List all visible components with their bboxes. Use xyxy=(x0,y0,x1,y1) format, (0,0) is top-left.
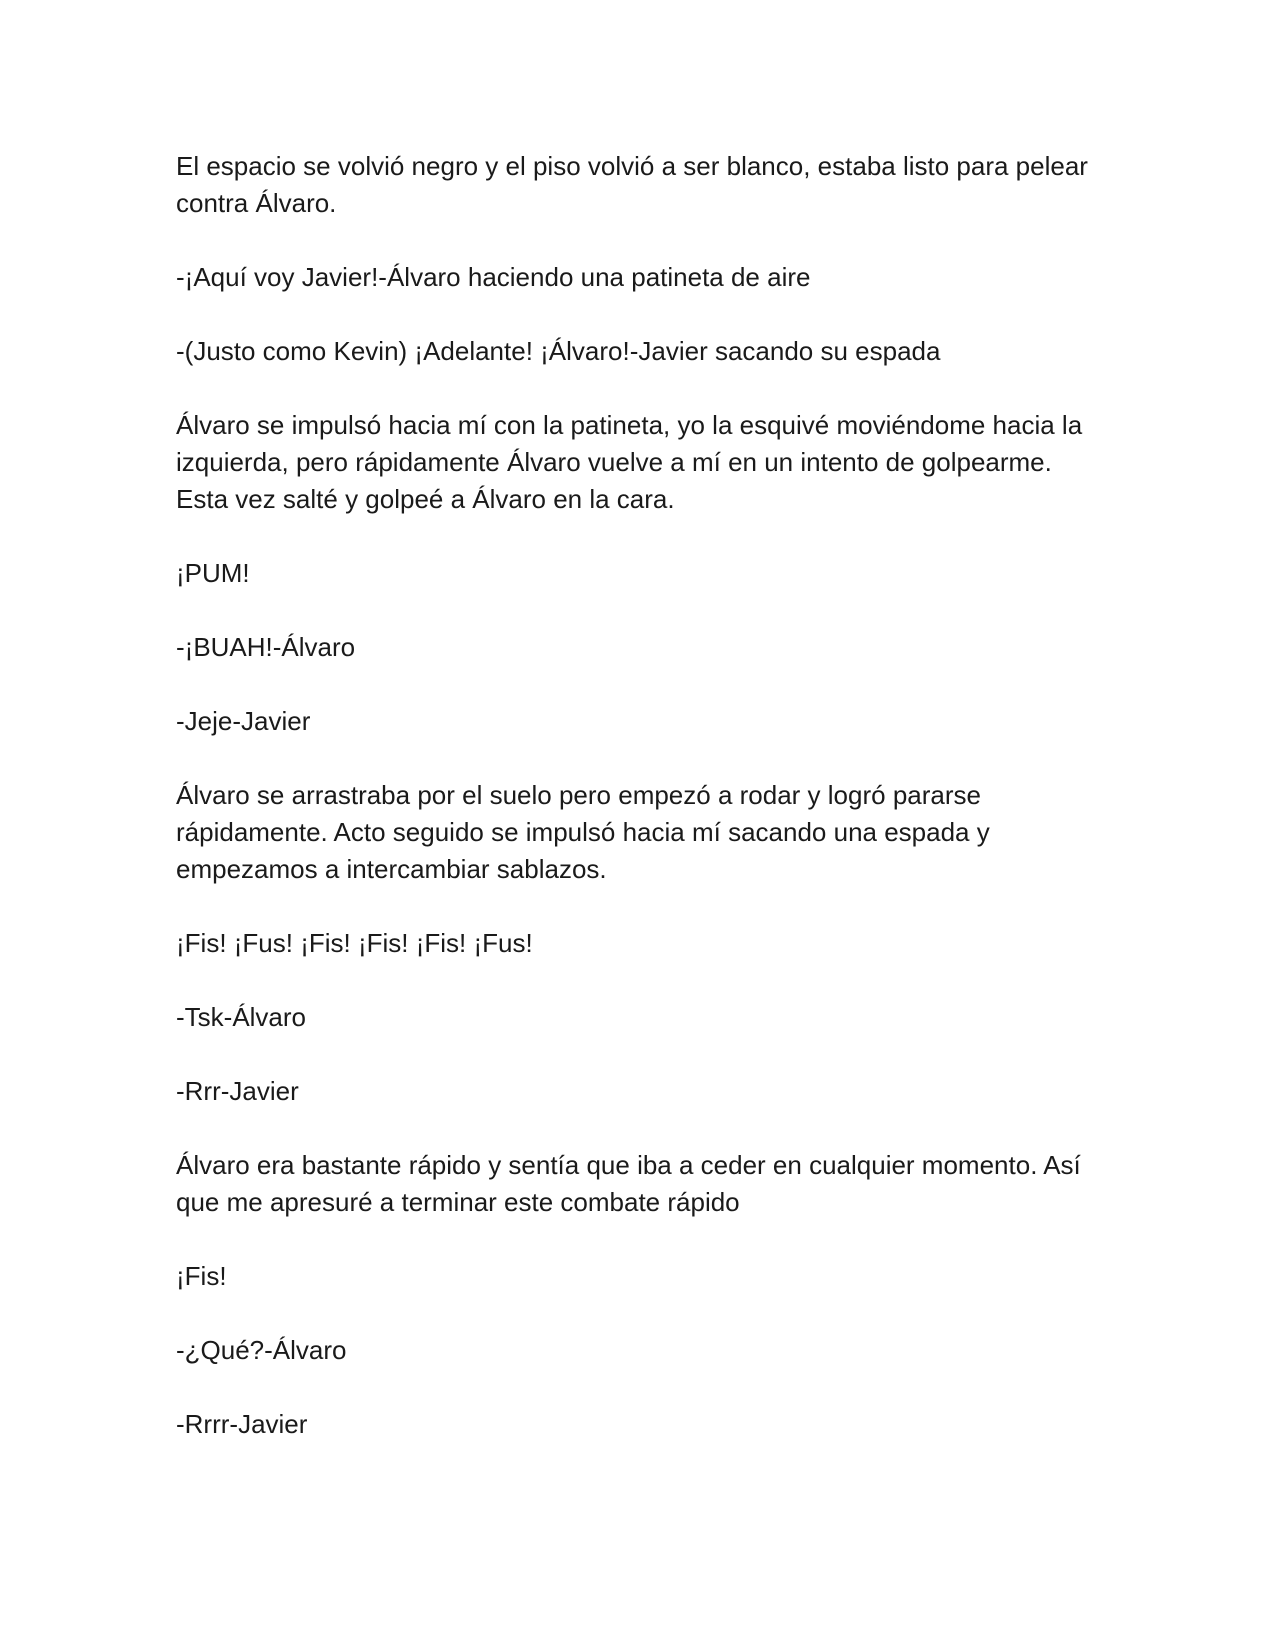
paragraph: -(Justo como Kevin) ¡Adelante! ¡Álvaro!-Javier sacando su espada xyxy=(176,336,941,366)
paragraph: ¡Fis! xyxy=(176,1261,227,1291)
paragraph: ¡PUM! xyxy=(176,558,250,588)
paragraph: -¡BUAH!-Álvaro xyxy=(176,632,356,662)
paragraph: El espacio se volvió negro y el piso volvió a ser blanco, estaba listo para pelear contra Álvaro. xyxy=(176,151,1088,218)
paragraph: -Tsk-Álvaro xyxy=(176,1002,307,1032)
paragraph: Álvaro era bastante rápido y sentía que iba a ceder en cualquier momento. Así que me apresuré a terminar este combate rápido xyxy=(176,1150,1081,1217)
paragraph: ¡Fis! ¡Fus! ¡Fis! ¡Fis! ¡Fis! ¡Fus! xyxy=(176,928,533,958)
paragraph: -Rrr-Javier xyxy=(176,1076,299,1106)
paragraph: Álvaro se impulsó hacia mí con la patineta, yo la esquivé moviéndome hacia la izquierda, pero rápidamente Álvaro vuelve a mí en un intento de golpearme. Esta vez salté y golpeé a Álvaro en la cara. xyxy=(176,410,1083,514)
paragraph: -Rrrr-Javier xyxy=(176,1409,308,1439)
paragraph: -¡Aquí voy Javier!-Álvaro haciendo una patineta de aire xyxy=(176,262,811,292)
paragraph: Álvaro se arrastraba por el suelo pero empezó a rodar y logró pararse rápidamente. Acto seguido se impulsó hacia mí sacando una espada y empezamos a intercambiar sablazos. xyxy=(176,780,990,884)
paragraph: -¿Qué?-Álvaro xyxy=(176,1335,347,1365)
paragraph: -Jeje-Javier xyxy=(176,706,311,736)
document-body xyxy=(176,148,1096,1480)
